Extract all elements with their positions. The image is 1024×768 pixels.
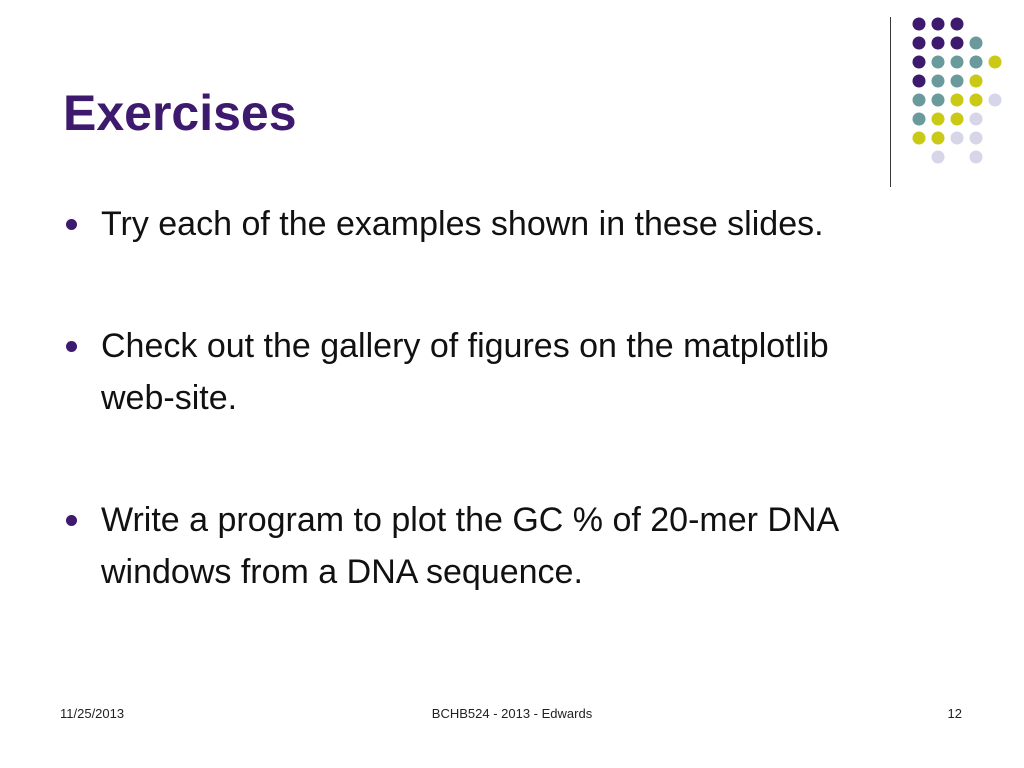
decorative-dot xyxy=(970,94,983,107)
footer-title: BCHB524 - 2013 - Edwards xyxy=(431,706,593,721)
decorative-dot xyxy=(951,18,964,31)
decorative-dot xyxy=(932,18,945,31)
decorative-dot xyxy=(932,151,945,164)
decorative-dot xyxy=(989,94,1002,107)
bullet-text: Try each of the examples shown in these slides. xyxy=(101,205,824,243)
decorative-dot xyxy=(951,113,964,126)
bullet-item xyxy=(0,198,901,250)
decorative-dot xyxy=(913,132,926,145)
decorative-dot xyxy=(932,113,945,126)
decorative-dot xyxy=(913,18,926,31)
decorative-dot xyxy=(932,132,945,145)
bullet-item xyxy=(0,320,901,424)
decorative-dot xyxy=(970,56,983,69)
bullet-item xyxy=(0,494,901,598)
decorative-dot xyxy=(932,75,945,88)
decorative-dot xyxy=(951,56,964,69)
decorative-dot xyxy=(970,75,983,88)
footer-date: 11/25/2013 xyxy=(60,706,125,721)
bullet-text: Check out the gallery of figures on the matplotlib web-site. xyxy=(101,327,829,417)
decorative-dot xyxy=(913,94,926,107)
decorative-dot xyxy=(951,75,964,88)
decorative-dot xyxy=(913,113,926,126)
decorative-dot xyxy=(913,37,926,50)
decorative-dot xyxy=(951,37,964,50)
decorative-dot xyxy=(951,94,964,107)
decorative-dot xyxy=(913,75,926,88)
decorative-dot xyxy=(989,56,1002,69)
footer-page-number: 12 xyxy=(947,706,962,721)
bullet-text: Write a program to plot the GC % of 20-mer DNA windows from a DNA sequence. xyxy=(101,501,838,591)
decorative-dot xyxy=(951,132,964,145)
bullet-list xyxy=(0,198,1024,668)
decorative-dot xyxy=(932,94,945,107)
decorative-dot xyxy=(970,37,983,50)
slide-title: Exercises xyxy=(63,85,297,141)
decorative-dot xyxy=(970,132,983,145)
title-divider-line xyxy=(890,17,891,187)
bullet-marker xyxy=(66,219,77,230)
decorative-dot xyxy=(932,56,945,69)
decorative-dot xyxy=(970,113,983,126)
decorative-dot xyxy=(932,37,945,50)
decorative-dot xyxy=(913,56,926,69)
bullet-marker xyxy=(66,515,77,526)
bullet-marker xyxy=(66,341,77,352)
decorative-dot xyxy=(970,151,983,164)
